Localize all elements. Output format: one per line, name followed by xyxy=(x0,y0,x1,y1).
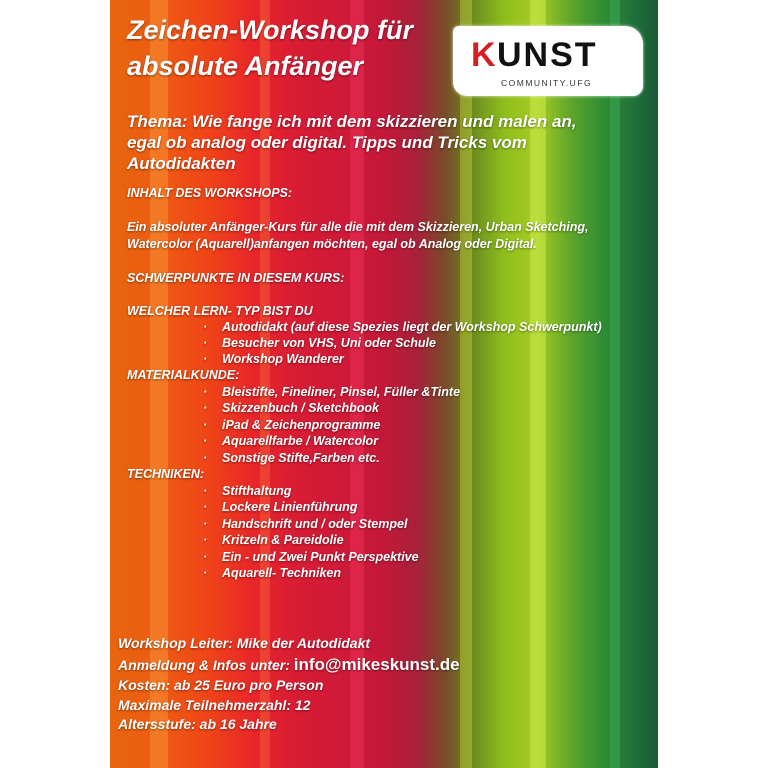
poster xyxy=(110,0,658,768)
bullet: · xyxy=(203,434,208,448)
list-item: Aquarell- Techniken xyxy=(222,566,342,580)
bullet: · xyxy=(203,401,208,415)
intro-line-2: Watercolor (Aquarell)anfangen möchten, egal ob Analog oder Digital. xyxy=(127,237,537,251)
section-inhalt: INHALT DES WORKSHOPS: xyxy=(127,186,293,200)
footer-kosten: Kosten: ab 25 Euro pro Person xyxy=(118,677,324,693)
list-item: Stifthaltung xyxy=(222,484,292,498)
bullet: · xyxy=(203,500,208,514)
bullet: · xyxy=(203,550,208,564)
logo-subtitle: COMMUNITY.UFG xyxy=(501,78,593,88)
section-lerntyp: WELCHER LERN- TYP BIST DU xyxy=(127,304,313,318)
anmeldung-label: Anmeldung & Infos unter: xyxy=(118,657,294,673)
list-item: Besucher von VHS, Uni oder Schule xyxy=(222,336,436,350)
theme-line-2: egal ob analog oder digital. Tipps und Tricks vom xyxy=(127,133,527,152)
section-schwerpunkte: SCHWERPUNKTE IN DIESEM KURS: xyxy=(127,271,345,285)
footer-leiter: Workshop Leiter: Mike der Autodidakt xyxy=(118,635,371,651)
logo-initial: K xyxy=(471,36,498,74)
list-item: Bleistifte, Fineliner, Pinsel, Füller &Tinte xyxy=(222,385,461,399)
logo-word: UNST xyxy=(497,36,598,74)
paint-streak xyxy=(610,0,620,768)
bullet: · xyxy=(203,451,208,465)
intro-line-1: Ein absoluter Anfänger-Kurs für alle die mit dem Skizzieren, Urban Sketching, xyxy=(127,220,589,234)
list-item: Workshop Wanderer xyxy=(222,352,344,366)
list-item: Aquarellfarbe / Watercolor xyxy=(222,434,379,448)
bullet: · xyxy=(203,533,208,547)
bullet: · xyxy=(203,385,208,399)
list-item: Kritzeln & Pareidolie xyxy=(222,533,344,547)
list-item: Ein - und Zwei Punkt Perspektive xyxy=(222,550,419,564)
title-line-1: Zeichen-Workshop für xyxy=(127,15,414,45)
footer-alter: Altersstufe: ab 16 Jahre xyxy=(118,716,277,732)
email-link[interactable]: info@mikeskunst.de xyxy=(293,655,460,674)
footer-anmeldung xyxy=(118,655,460,675)
theme-line-3: Autodidakten xyxy=(127,154,236,173)
bullet: · xyxy=(203,320,208,334)
list-item: Skizzenbuch / Sketchbook xyxy=(222,401,379,415)
list-item: Handschrift und / oder Stempel xyxy=(222,517,408,531)
section-techniken: TECHNIKEN: xyxy=(127,467,205,481)
footer-teilnehmer: Maximale Teilnehmerzahl: 12 xyxy=(118,697,311,713)
kunst-community-logo xyxy=(453,26,643,96)
title-line-2: absolute Anfänger xyxy=(127,51,364,81)
theme-line-1: Thema: Wie fange ich mit dem skizzieren und malen an, xyxy=(127,112,577,131)
bullet: · xyxy=(203,336,208,350)
section-material: MATERIALKUNDE: xyxy=(127,368,240,382)
bullet: · xyxy=(203,517,208,531)
bullet: · xyxy=(203,418,208,432)
list-item: iPad & Zeichenprogramme xyxy=(222,418,381,432)
bullet: · xyxy=(203,484,208,498)
bullet: · xyxy=(203,352,208,366)
list-item: Autodidakt (auf diese Spezies liegt der Workshop Schwerpunkt) xyxy=(222,320,602,334)
list-item: Sonstige Stifte,Farben etc. xyxy=(222,451,380,465)
list-item: Lockere Linienführung xyxy=(222,500,358,514)
bullet: · xyxy=(203,566,208,580)
